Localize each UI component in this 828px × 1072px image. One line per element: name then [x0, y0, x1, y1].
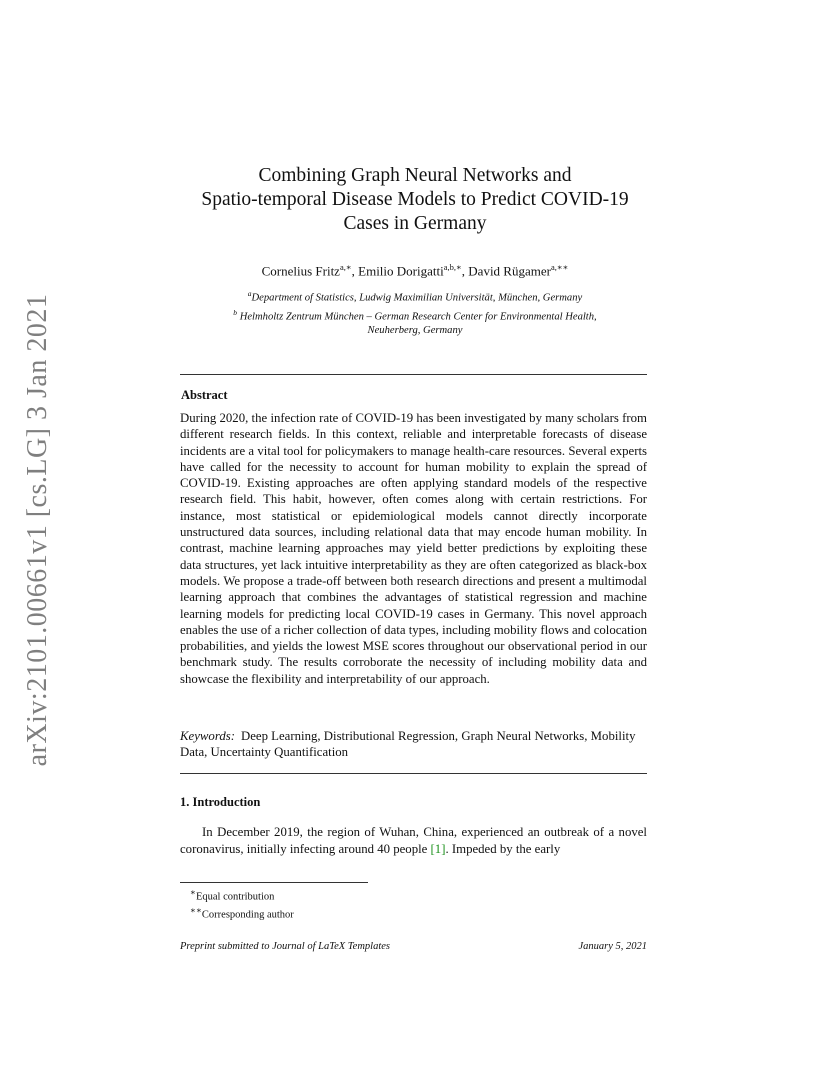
author-affil-mark: a,∗ — [339, 262, 352, 272]
footnote-rule — [180, 882, 368, 883]
introduction-text — [180, 824, 647, 858]
footnotes — [190, 886, 294, 922]
author-list — [150, 258, 680, 280]
intro-text-before: In December 2019, the region of Wuhan, China, experienced an outbreak of a novel coronavirus, initially infecting around 40 people — [180, 825, 647, 856]
affiliation-b-continued: Neuherberg, Germany — [367, 325, 463, 337]
title-line-2: Spatio-temporal Disease Models to Predict COVID-19 — [201, 189, 629, 210]
abstract-top-rule — [180, 374, 647, 375]
footnote-1-mark: ∗ — [190, 887, 196, 897]
affiliation-a-text: Department of Statistics, Ludwig Maximilian Universität, München, Germany — [251, 292, 583, 304]
footnote-1 — [190, 886, 294, 904]
footnote-2-text: Corresponding author — [201, 909, 294, 921]
intro-text-after: . Impeded by the early — [445, 842, 561, 856]
footnote-2 — [190, 904, 294, 922]
affiliation-b-text: Helmholtz Zentrum München – German Research Center for Environmental Health, — [239, 311, 597, 323]
author-affil-mark: a,∗∗ — [550, 262, 569, 272]
affiliations — [180, 287, 650, 338]
keywords — [180, 728, 647, 761]
footnote-1-text: Equal contribution — [195, 891, 275, 903]
author-separator: , — [461, 263, 469, 279]
footer-date: January 5, 2021 — [578, 941, 647, 952]
keywords-text: Deep Learning, Distributional Regression, Graph Neural Networks, Mobility Data, Uncertainty Quantification — [180, 729, 636, 760]
affiliation-a — [180, 287, 650, 306]
author-name: David Rügamer — [468, 263, 551, 279]
abstract-bottom-rule — [180, 773, 647, 774]
author-separator: , — [351, 263, 359, 279]
title-line-1: Combining Graph Neural Networks and — [258, 165, 572, 186]
abstract-heading: Abstract — [181, 388, 228, 402]
author-affil-mark: a,b,∗ — [443, 262, 462, 272]
arxiv-identifier-stamp: arXiv:2101.00661v1 [cs.LG] 3 Jan 2021 — [22, 293, 53, 767]
abstract-text: During 2020, the infection rate of COVID-19 has been investigated by many scholars from different research fields. In this context, reliable and interpretable forecasts of disease incidents are a vital tool for policymakers to manage health-care resources. Several experts have called for the necessity to account for human mobility to explain the spread of COVID-19. Existing approaches are often applying standard models of the respective research field. This habit, however, often comes along with certain restrictions. For instance, most statistical or epidemiological models cannot directly incorporate unstructured data sources, including relational data that may encode human mobility. In contrast, machine learning approaches may yield better predictions by exploiting these data structures, yet lack intuitive interpretability as they are often categorized as black-box models. We propose a trade-off between both research directions and present a multimodal learning approach that combines the advantages of statistical regression and machine learning models for predicting local COVID-19 cases in Germany. This novel approach enables the use of a richer collection of data types, including mobility flows and colocation probabilities, and yields the lowest MSE scores throughout our observational period in our benchmark study. The results corroborate the necessity of including mobility data and showcase the flexibility and interpretability of our approach. — [180, 411, 647, 686]
paper-title — [150, 164, 680, 236]
footnote-2-mark: ∗∗ — [190, 905, 202, 915]
page-footer — [180, 941, 647, 952]
introduction-heading: 1. Introduction — [180, 795, 261, 809]
citation-link[interactable]: [1] — [430, 842, 446, 856]
affiliation-b — [180, 306, 650, 325]
author-name: Cornelius Fritz — [261, 263, 340, 279]
affiliation-mark-a: a — [247, 289, 252, 298]
affiliation-mark-b: b — [233, 307, 238, 317]
title-line-3: Cases in Germany — [343, 213, 487, 234]
footer-journal: Preprint submitted to Journal of LaTeX Templates — [180, 941, 391, 952]
author-name: Emilio Dorigatti — [358, 263, 444, 279]
keywords-label: Keywords: — [180, 729, 235, 743]
